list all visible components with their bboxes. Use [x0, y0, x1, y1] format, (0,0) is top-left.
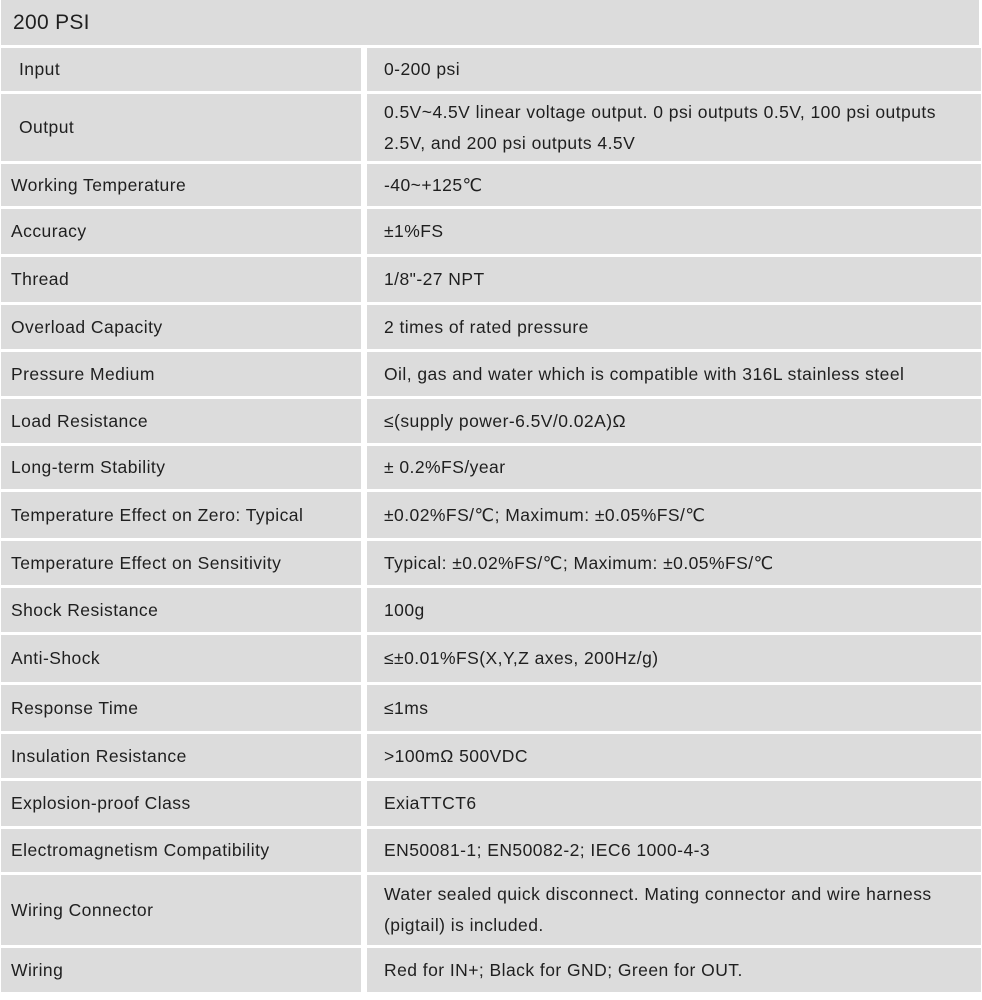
- spec-row-shock-resistance: [0, 588, 982, 632]
- spec-row-pressure-medium: [0, 352, 982, 396]
- spec-row-explosion-proof-class: [0, 781, 982, 826]
- spec-label-long-term-stability: Long-term Stability: [1, 446, 361, 489]
- spec-value-accuracy: ±1%FS: [367, 209, 981, 254]
- spec-row-input: [0, 48, 982, 91]
- spec-value-response-time: ≤1ms: [367, 685, 981, 731]
- spec-label-insulation-resistance: Insulation Resistance: [1, 734, 361, 778]
- spec-label-overload-capacity: Overload Capacity: [1, 305, 361, 349]
- spec-row-anti-shock: [0, 635, 982, 682]
- spec-value-input: 0-200 psi: [367, 48, 981, 91]
- spec-row-working-temperature: [0, 164, 982, 206]
- spec-row-temp-effect-sensitivity: [0, 541, 982, 585]
- spec-label-wiring-connector: Wiring Connector: [1, 875, 361, 945]
- spec-value-output: 0.5V~4.5V linear voltage output. 0 psi outputs 0.5V, 100 psi outputs 2.5V, and 200 psi outputs 4.5V: [367, 94, 981, 161]
- spec-label-input: Input: [1, 48, 361, 91]
- spec-label-em-compatibility: Electromagnetism Compatibility: [1, 829, 361, 872]
- spec-value-temp-effect-sensitivity: Typical: ±0.02%FS/℃; Maximum: ±0.05%FS/℃: [367, 541, 981, 585]
- spec-label-anti-shock: Anti-Shock: [1, 635, 361, 682]
- spec-row-thread: [0, 257, 982, 302]
- spec-value-pressure-medium: Oil, gas and water which is compatible with 316L stainless steel: [367, 352, 981, 396]
- spec-label-wiring: Wiring: [1, 948, 361, 992]
- spec-label-thread: Thread: [1, 257, 361, 302]
- spec-row-temp-effect-zero: [0, 492, 982, 538]
- spec-row-long-term-stability: [0, 446, 982, 489]
- spec-label-response-time: Response Time: [1, 685, 361, 731]
- spec-row-wiring-connector: [0, 875, 982, 945]
- spec-value-insulation-resistance: >100mΩ 500VDC: [367, 734, 981, 778]
- spec-row-output: [0, 94, 982, 161]
- spec-value-em-compatibility: EN50081-1; EN50082-2; IEC6 1000-4-3: [367, 829, 981, 872]
- spec-row-wiring: [0, 948, 982, 992]
- spec-label-accuracy: Accuracy: [1, 209, 361, 254]
- spec-row-em-compatibility: [0, 829, 982, 872]
- spec-label-explosion-proof-class: Explosion-proof Class: [1, 781, 361, 826]
- spec-label-pressure-medium: Pressure Medium: [1, 352, 361, 396]
- spec-label-temp-effect-sensitivity: Temperature Effect on Sensitivity: [1, 541, 361, 585]
- spec-row-response-time: [0, 685, 982, 731]
- spec-row-insulation-resistance: [0, 734, 982, 778]
- spec-table: [0, 48, 982, 995]
- spec-title: 200 PSI: [1, 0, 979, 45]
- spec-row-overload-capacity: [0, 305, 982, 349]
- spec-value-wiring: Red for IN+; Black for GND; Green for OUT.: [367, 948, 981, 992]
- spec-label-load-resistance: Load Resistance: [1, 399, 361, 443]
- spec-value-anti-shock: ≤±0.01%FS(X,Y,Z axes, 200Hz/g): [367, 635, 981, 682]
- spec-value-load-resistance: ≤(supply power-6.5V/0.02A)Ω: [367, 399, 981, 443]
- spec-value-overload-capacity: 2 times of rated pressure: [367, 305, 981, 349]
- spec-label-output: Output: [1, 94, 361, 161]
- spec-label-working-temperature: Working Temperature: [1, 164, 361, 206]
- spec-value-explosion-proof-class: ExiaTTCT6: [367, 781, 981, 826]
- spec-value-working-temperature: -40~+125℃: [367, 164, 981, 206]
- spec-value-long-term-stability: ± 0.2%FS/year: [367, 446, 981, 489]
- spec-row-accuracy: [0, 209, 982, 254]
- spec-value-wiring-connector: Water sealed quick disconnect. Mating connector and wire harness (pigtail) is included.: [367, 875, 981, 945]
- spec-value-thread: 1/8"-27 NPT: [367, 257, 981, 302]
- spec-value-shock-resistance: 100g: [367, 588, 981, 632]
- spec-label-temp-effect-zero: Temperature Effect on Zero: Typical: [1, 492, 361, 538]
- spec-row-load-resistance: [0, 399, 982, 443]
- spec-label-shock-resistance: Shock Resistance: [1, 588, 361, 632]
- spec-value-temp-effect-zero: ±0.02%FS/℃; Maximum: ±0.05%FS/℃: [367, 492, 981, 538]
